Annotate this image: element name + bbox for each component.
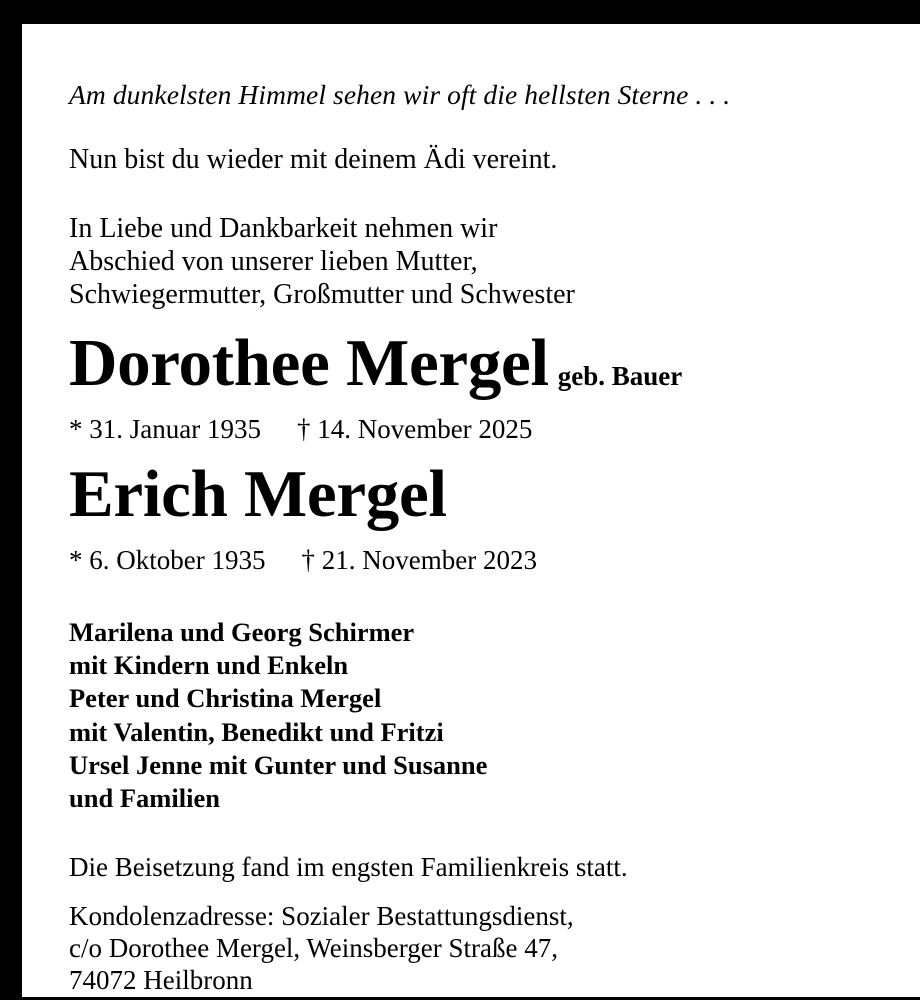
intro-paragraph <box>69 176 884 311</box>
deceased-maiden-name-1: geb. Bauer <box>557 361 683 392</box>
epitaph-quote: Am dunkelsten Himmel sehen wir oft die hellsten Sterne . . . <box>69 79 731 110</box>
deceased-name-row-1 <box>69 326 884 401</box>
mourner-line-1: Marilena und Georg Schirmer <box>69 617 415 648</box>
mourner-line-3: Peter und Christina Mergel <box>69 683 382 714</box>
condolence-line-3: 74072 Heilbronn <box>69 965 253 996</box>
deceased-entry-2 <box>69 443 884 574</box>
death-date-2: † 21. November 2023 <box>301 545 537 576</box>
mourner-line-5: Ursel Jenne mit Gunter und Susanne <box>69 749 488 780</box>
deceased-name-1: Dorothee Mergel <box>69 326 549 401</box>
death-date-1: † 14. November 2025 <box>296 414 533 445</box>
condolence-line-2: c/o Dorothee Mergel, Weinsberger Straße 47, <box>69 932 558 963</box>
deceased-dates-1 <box>69 397 884 443</box>
reunited-line: Nun bist du wieder mit deinem Ädi vereint. <box>69 144 558 176</box>
birth-date-2: * 6. Oktober 1935 <box>69 545 266 576</box>
deceased-name-2: Erich Mergel <box>69 457 447 532</box>
deceased-name-row-2 <box>69 457 884 532</box>
mourners-block <box>69 574 884 815</box>
intro-line-2: Abschied von unserer lieben Mutter, <box>69 246 478 278</box>
mourner-line-4: mit Valentin, Benedikt und Fritzi <box>69 716 444 747</box>
birth-date-1: * 31. Januar 1935 <box>69 414 261 445</box>
deceased-dates-2 <box>69 528 884 574</box>
intro-line-1: In Liebe und Dankbarkeit nehmen wir <box>69 213 498 245</box>
mourner-line-2: mit Kindern und Enkeln <box>69 650 349 681</box>
deceased-entry-1 <box>69 311 884 443</box>
obituary-content <box>22 24 920 997</box>
condolence-line-1: Kondolenzadresse: Sozialer Bestattungsdienst, <box>69 900 574 931</box>
obituary-card <box>22 24 920 997</box>
burial-note: Die Beisetzung fand im engsten Familienkreis statt. <box>69 851 628 882</box>
intro-line-3: Schwiegermutter, Großmutter und Schwester <box>69 279 575 311</box>
mourner-line-6: und Familien <box>69 782 220 813</box>
condolence-address <box>69 883 884 997</box>
